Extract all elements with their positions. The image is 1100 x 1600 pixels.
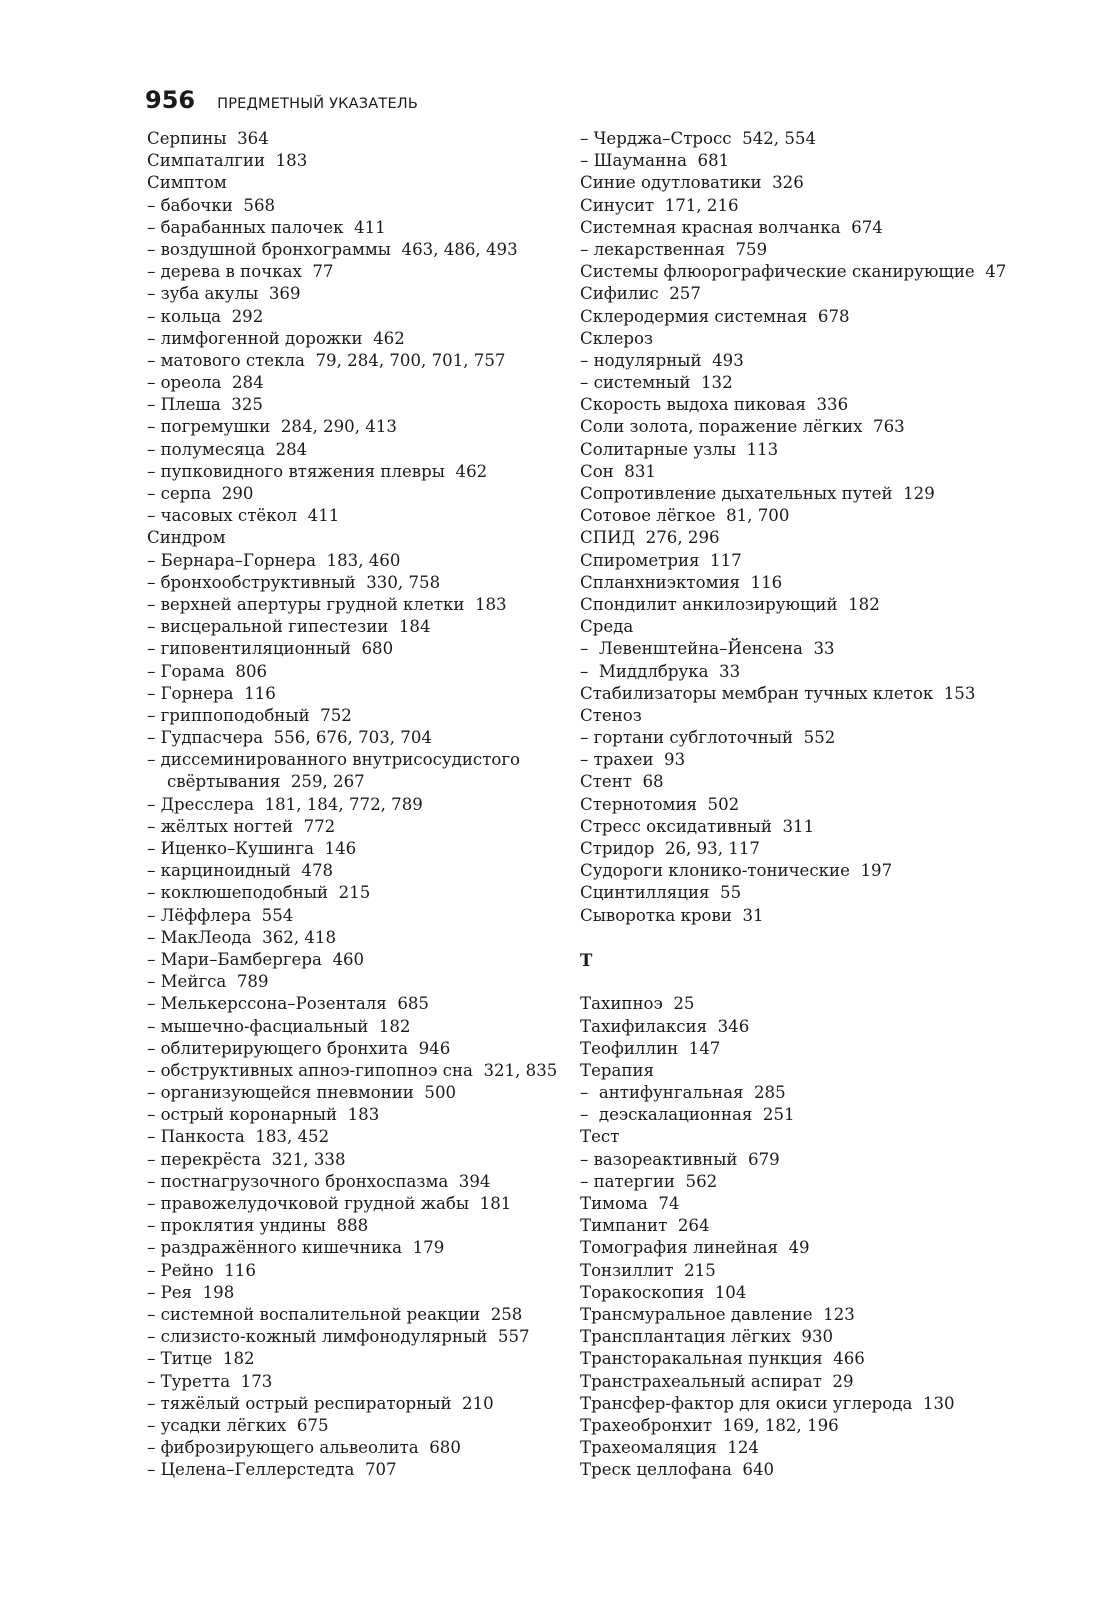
index-entry: – карциноидный 478 bbox=[147, 861, 334, 881]
index-entry: Трансплантация лёгких 930 bbox=[580, 1327, 834, 1347]
index-entry: Треск целлофана 640 bbox=[580, 1460, 775, 1480]
page-number: 956 bbox=[145, 86, 196, 114]
index-entry: Сон 831 bbox=[580, 461, 656, 481]
index-entry: – Дресслера 181, 184, 772, 789 bbox=[147, 794, 423, 814]
index-entry: – облитерирующего бронхита 946 bbox=[147, 1038, 451, 1058]
index-entry: – лекарственная 759 bbox=[580, 239, 768, 259]
index-entry: – патергии 562 bbox=[580, 1171, 718, 1191]
index-entry: – Бернара–Горнера 183, 460 bbox=[147, 550, 401, 570]
index-entry: Склеродермия системная 678 bbox=[580, 306, 850, 326]
index-entry: Терапия bbox=[580, 1060, 654, 1080]
index-entry: – кольца 292 bbox=[147, 306, 264, 326]
section-letter-heading: Т bbox=[580, 949, 593, 970]
index-entry: – МакЛеода 362, 418 bbox=[147, 927, 337, 947]
index-entry: – жёлтых ногтей 772 bbox=[147, 816, 336, 836]
index-entry: – Иценко–Кушинга 146 bbox=[147, 839, 357, 858]
index-entry: – Титце 182 bbox=[147, 1349, 255, 1369]
index-entry: – проклятия ундины 888 bbox=[147, 1216, 369, 1236]
index-entry: – Шауманна 681 bbox=[580, 151, 730, 171]
index-entry: Симптом bbox=[147, 173, 227, 193]
index-entry: – зуба акулы 369 bbox=[147, 284, 301, 304]
index-entry: Трахеобронхит 169, 182, 196 bbox=[580, 1415, 839, 1435]
index-entry: Сыворотка крови 31 bbox=[580, 905, 764, 925]
index-entry: Системная красная волчанка 674 bbox=[580, 217, 883, 237]
index-entry: – бронхообструктивный 330, 758 bbox=[147, 572, 441, 592]
index-entry: Скорость выдоха пиковая 336 bbox=[580, 395, 849, 415]
index-entry: Торакоскопия 104 bbox=[580, 1282, 747, 1302]
index-entry: Спондилит анкилозирующий 182 bbox=[580, 594, 880, 614]
index-entry: Тимпанит 264 bbox=[580, 1216, 710, 1236]
index-entry: – Мейгса 789 bbox=[147, 972, 269, 992]
index-entry: свёртывания 259, 267 bbox=[167, 772, 365, 792]
index-entry: – Панкоста 183, 452 bbox=[147, 1127, 330, 1147]
index-entry: – Целена–Геллерстедта 707 bbox=[147, 1460, 397, 1480]
index-entry: – Горнера 116 bbox=[147, 683, 276, 703]
index-entry: – системной воспалительной реакции 258 bbox=[147, 1304, 523, 1324]
index-entry: – Левенштейна–Йенсена 33 bbox=[580, 639, 835, 659]
index-entry: – матового стекла 79, 284, 700, 701, 757 bbox=[147, 350, 506, 370]
index-entry: – Рея 198 bbox=[147, 1282, 235, 1302]
index-entry: – антифунгальная 285 bbox=[580, 1083, 786, 1103]
index-entry: Тонзиллит 215 bbox=[580, 1260, 716, 1280]
index-entry: – гиповентиляционный 680 bbox=[147, 639, 394, 659]
index-entry: – Плеша 325 bbox=[147, 395, 263, 415]
index-entry: – бабочки 568 bbox=[147, 195, 276, 215]
index-entry: Транстрахеальный аспират 29 bbox=[580, 1371, 854, 1391]
index-entry: – обструктивных апноэ-гипопноэ сна 321, 835 bbox=[147, 1060, 558, 1080]
index-entry: Стент 68 bbox=[580, 772, 664, 792]
index-entry: – лимфогенной дорожки 462 bbox=[147, 328, 405, 348]
index-entry: Синусит 171, 216 bbox=[580, 195, 739, 215]
index-entry: – Туретта 173 bbox=[147, 1371, 273, 1391]
index-entry: Трансфер-фактор для окиси углерода 130 bbox=[580, 1393, 955, 1413]
index-entry: – дерева в почках 77 bbox=[147, 262, 334, 282]
index-entry: – слизисто-кожный лимфонодулярный 557 bbox=[147, 1327, 530, 1347]
index-entry: Томография линейная 49 bbox=[580, 1238, 810, 1258]
index-entry: – Лёффлера 554 bbox=[147, 905, 294, 925]
index-entry: – нодулярный 493 bbox=[580, 350, 744, 370]
running-head: ПРЕДМЕТНЫЙ УКАЗАТЕЛЬ bbox=[217, 96, 419, 112]
index-entry: Сопротивление дыхательных путей 129 bbox=[580, 484, 935, 503]
index-entry: Соли золота, поражение лёгких 763 bbox=[580, 417, 905, 437]
index-entry: Среда bbox=[580, 617, 634, 637]
index-column-right bbox=[580, 128, 1007, 1481]
index-entry: Судороги клонико-тонические 197 bbox=[580, 861, 893, 881]
index-entry: – острый коронарный 183 bbox=[147, 1105, 380, 1125]
index-entry: – вазореактивный 679 bbox=[580, 1149, 780, 1169]
index-entry: – трахеи 93 bbox=[580, 750, 686, 770]
index-entry: – Гудпасчера 556, 676, 703, 704 bbox=[147, 728, 432, 748]
index-entry: Тахифилаксия 346 bbox=[580, 1016, 750, 1036]
index-entry: Тахипноэ 25 bbox=[580, 994, 695, 1014]
index-entry: – барабанных палочек 411 bbox=[147, 217, 386, 237]
index-entry: – Черджа–Стросс 542, 554 bbox=[580, 129, 817, 148]
index-entry: – постнагрузочного бронхоспазма 394 bbox=[147, 1171, 491, 1191]
index-entry: – Мелькерссона–Розенталя 685 bbox=[147, 994, 429, 1014]
index-entry: – раздражённого кишечника 179 bbox=[147, 1238, 445, 1258]
index-entry: Трахеомаляция 124 bbox=[580, 1438, 759, 1458]
index-entry: Сотовое лёгкое 81, 700 bbox=[580, 506, 790, 526]
index-entry: – верхней апертуры грудной клетки 183 bbox=[147, 594, 507, 614]
index-entry: Стеноз bbox=[580, 705, 642, 725]
index-entry: – часовых стёкол 411 bbox=[147, 506, 340, 526]
index-entry: Стресс оксидативный 311 bbox=[580, 816, 815, 836]
index-entry: – правожелудочковой грудной жабы 181 bbox=[147, 1194, 512, 1213]
index-entry: Синие одутловатики 326 bbox=[580, 173, 804, 193]
index-entry: Тест bbox=[580, 1127, 620, 1147]
index-entry: Склероз bbox=[580, 328, 654, 348]
index-entry: – Мари–Бамбергера 460 bbox=[147, 949, 365, 969]
index-entry: Теофиллин 147 bbox=[580, 1038, 721, 1058]
index-entry: Солитарные узлы 113 bbox=[580, 439, 779, 459]
index-entry: – фиброзирующего альвеолита 680 bbox=[147, 1438, 461, 1458]
index-entry: – полумесяца 284 bbox=[147, 439, 308, 459]
index-entry: Трансторакальная пункция 466 bbox=[580, 1349, 865, 1369]
index-entry: – Миддлбрука 33 bbox=[580, 661, 741, 681]
index-entry: – гриппоподобный 752 bbox=[147, 705, 352, 725]
index-entry: Спирометрия 117 bbox=[580, 550, 742, 570]
index-entry: Стабилизаторы мембран тучных клеток 153 bbox=[580, 683, 976, 703]
blank-line bbox=[580, 927, 1000, 949]
page-header bbox=[145, 86, 418, 116]
index-entry: Спланхниэктомия 116 bbox=[580, 572, 783, 592]
blank-line bbox=[580, 971, 1000, 993]
index-entry: – гортани субглоточный 552 bbox=[580, 728, 836, 748]
index-entry: – Горама 806 bbox=[147, 661, 268, 681]
index-entry: – висцеральной гипестезии 184 bbox=[147, 617, 431, 637]
index-entry: Синдром bbox=[147, 528, 226, 548]
index-entry: – системный 132 bbox=[580, 373, 733, 393]
index-entry: – погремушки 284, 290, 413 bbox=[147, 417, 397, 437]
index-entry: – коклюшеподобный 215 bbox=[147, 883, 371, 903]
index-entry: – деэскалационная 251 bbox=[580, 1105, 795, 1125]
index-entry: – Рейно 116 bbox=[147, 1260, 256, 1280]
index-entry: Сцинтилляция 55 bbox=[580, 883, 742, 903]
index-entry: СПИД 276, 296 bbox=[580, 528, 720, 548]
index-entry: Сифилис 257 bbox=[580, 284, 701, 304]
index-entry: Системы флюорографические сканирующие 47 bbox=[580, 262, 1007, 282]
index-entry: – тяжёлый острый респираторный 210 bbox=[147, 1393, 494, 1413]
index-entry: – организующейся пневмонии 500 bbox=[147, 1083, 457, 1103]
index-entry: Стернотомия 502 bbox=[580, 794, 740, 814]
index-entry: – диссеминированного внутрисосудистого bbox=[147, 750, 521, 770]
index-entry: Симпаталгии 183 bbox=[147, 151, 308, 171]
index-entry: – пупковидного втяжения плевры 462 bbox=[147, 461, 488, 481]
index-entry: Трансмуральное давление 123 bbox=[580, 1304, 855, 1324]
index-entry: – усадки лёгких 675 bbox=[147, 1415, 329, 1435]
index-entry: Серпины 364 bbox=[147, 129, 269, 148]
index-column-left bbox=[147, 128, 577, 1481]
index-entry: – мышечно-фасциальный 182 bbox=[147, 1016, 411, 1036]
index-entry: Тимома 74 bbox=[580, 1194, 680, 1213]
index-entry: – перекрёста 321, 338 bbox=[147, 1149, 346, 1169]
index-entry: – серпа 290 bbox=[147, 484, 254, 503]
index-entry: – ореола 284 bbox=[147, 373, 264, 393]
index-entry: – воздушной бронхограммы 463, 486, 493 bbox=[147, 239, 518, 259]
index-entry: Стридор 26, 93, 117 bbox=[580, 839, 760, 858]
